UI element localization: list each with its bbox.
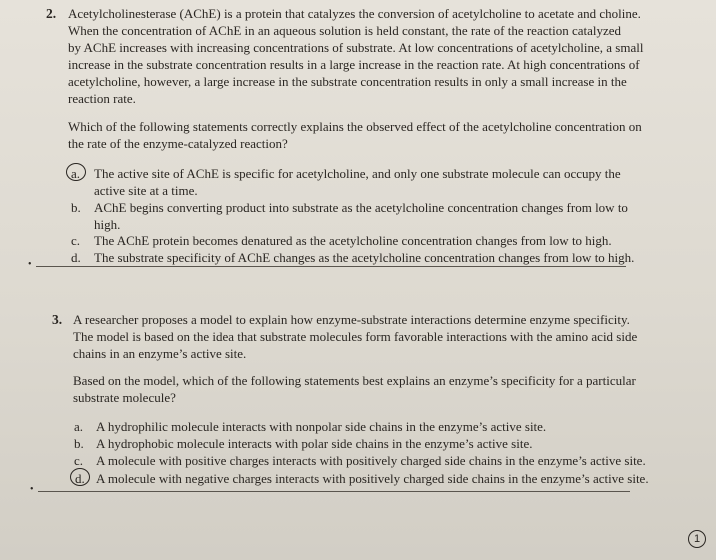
option-letter-b[interactable]: b.: [74, 436, 84, 451]
stem-line: When the concentration of AChE in an aqueous solution is held constant, the rate of the reaction catalyzed: [68, 23, 622, 38]
option-letter-c[interactable]: c.: [74, 453, 84, 468]
stem-line: The model is based on the idea that substrate molecules form favorable interactions with the amino acid side: [73, 329, 638, 344]
stem-line: by AChE increases with increasing concentrations of substrate. At low concentrations of acetylcholine, a small: [68, 40, 644, 55]
divider-rule: [38, 491, 630, 492]
option-b-text[interactable]: A hydrophobic molecule interacts with polar side chains in the enzyme’s active site.: [96, 436, 533, 451]
option-letter-d[interactable]: d.: [71, 250, 81, 265]
option-a-text[interactable]: active site at a time.: [94, 183, 198, 198]
option-a-text[interactable]: A hydrophilic molecule interacts with nonpolar side chains in the enzyme’s active site.: [96, 419, 547, 434]
option-letter-c[interactable]: c.: [71, 233, 81, 248]
option-letter-d[interactable]: d.: [75, 471, 85, 486]
option-b-text[interactable]: high.: [94, 217, 121, 232]
option-letter-a[interactable]: a.: [71, 166, 81, 181]
option-letter-a[interactable]: a.: [74, 419, 84, 434]
question-line: the rate of the enzyme-catalyzed reaction?: [68, 136, 288, 151]
question-number: 2.: [46, 6, 57, 21]
stem-line: reaction rate.: [68, 91, 136, 106]
option-a-text[interactable]: The active site of AChE is specific for acetylcholine, and only one substrate molecule can occupy the: [94, 166, 621, 181]
bullet-mark: •: [28, 259, 32, 270]
option-b-text[interactable]: AChE begins converting product into substrate as the acetylcholine concentration changes from low to: [94, 200, 628, 215]
option-d-text[interactable]: A molecule with negative charges interacts with positively charged side chains in the enzyme’s active site.: [96, 471, 649, 486]
question-line: substrate molecule?: [73, 390, 176, 405]
option-c-text[interactable]: A molecule with positive charges interacts with positively charged side chains in the enzyme’s active site.: [96, 453, 646, 468]
bullet-mark: •: [30, 484, 34, 495]
stem-line: chains in an enzyme’s active site.: [73, 346, 247, 361]
option-d-text[interactable]: The substrate specificity of AChE changes as the acetylcholine concentration changes from low to high.: [94, 250, 635, 265]
stem-line: Acetylcholinesterase (AChE) is a protein that catalyzes the conversion of acetylcholine to acetate and choline.: [68, 6, 641, 21]
divider-rule: [36, 266, 626, 267]
question-number: 3.: [52, 312, 63, 327]
option-letter-b[interactable]: b.: [71, 200, 81, 215]
stem-line: acetylcholine, however, a large increase in the substrate concentration results in only a small increase in the: [68, 74, 627, 89]
page-number: 1: [688, 530, 706, 548]
stem-line: increase in the substrate concentration results in a large increase in the reaction rate. At high concentrations of: [68, 57, 640, 72]
stem-line: A researcher proposes a model to explain how enzyme-substrate interactions determine enzyme specificity.: [73, 312, 630, 327]
question-line: Which of the following statements correctly explains the observed effect of the acetylcholine concentration on: [68, 119, 642, 134]
option-c-text[interactable]: The AChE protein becomes denatured as the acetylcholine concentration changes from low to high.: [94, 233, 612, 248]
question-line: Based on the model, which of the following statements best explains an enzyme’s specificity for a particular: [73, 373, 636, 388]
